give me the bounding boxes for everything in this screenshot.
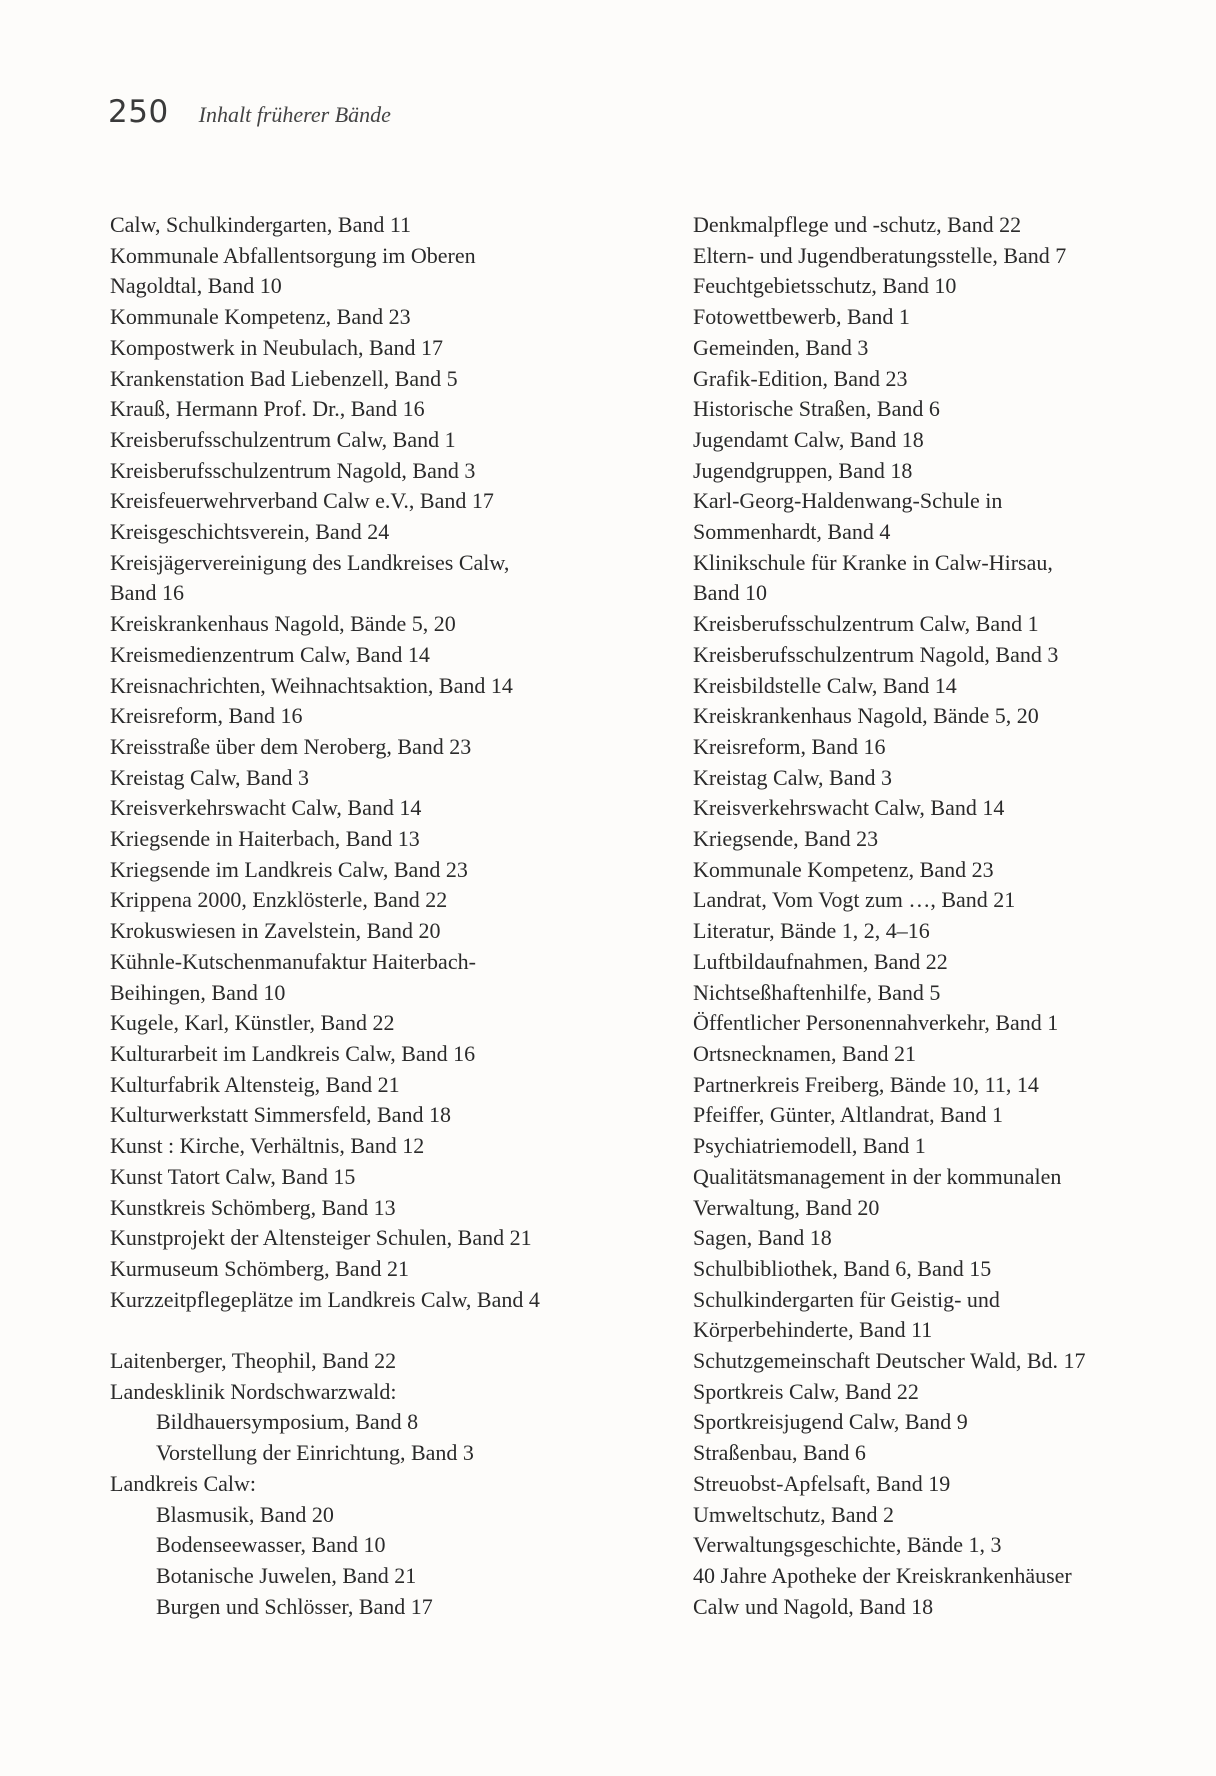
index-entry: Kreistag Calw, Band 3 bbox=[693, 764, 892, 790]
index-entry: Landrat, Vom Vogt zum …, Band 21 bbox=[693, 887, 1016, 913]
index-entry: Kreisfeuerwehrverband Calw e.V., Band 17 bbox=[110, 488, 494, 514]
index-entry: Ortsnecknamen, Band 21 bbox=[693, 1040, 916, 1066]
index-entry: Kreiskrankenhaus Nagold, Bände 5, 20 bbox=[693, 703, 1039, 729]
index-entry: Kreiskrankenhaus Nagold, Bände 5, 20 bbox=[110, 611, 456, 637]
index-entry: Kreisberufsschulzentrum Nagold, Band 3 bbox=[110, 457, 476, 483]
index-entry: Kreisreform, Band 16 bbox=[110, 703, 303, 729]
index-entry: Blasmusik, Band 20 bbox=[156, 1501, 334, 1527]
index-entry: Sagen, Band 18 bbox=[693, 1225, 832, 1251]
index-entry: Kreisverkehrswacht Calw, Band 14 bbox=[693, 795, 1005, 821]
index-entry: Kreisberufsschulzentrum Calw, Band 1 bbox=[110, 426, 456, 452]
index-entry: Sportkreisjugend Calw, Band 9 bbox=[693, 1409, 968, 1435]
index-entry: Kurmuseum Schömberg, Band 21 bbox=[110, 1255, 410, 1281]
index-entry: Kommunale Kompetenz, Band 23 bbox=[693, 856, 994, 882]
index-entry: Burgen und Schlösser, Band 17 bbox=[156, 1593, 433, 1619]
right-section bbox=[693, 210, 1193, 1622]
index-entry: 40 Jahre Apotheke der Kreiskrankenhäuser bbox=[693, 1562, 1072, 1588]
index-entry: Historische Straßen, Band 6 bbox=[693, 396, 940, 422]
index-entry: Kreisgeschichtsverein, Band 24 bbox=[110, 519, 390, 545]
index-entry: Kunst : Kirche, Verhältnis, Band 12 bbox=[110, 1133, 425, 1159]
index-entry: Grafik-Edition, Band 23 bbox=[693, 365, 908, 391]
index-entry: Kompostwerk in Neubulach, Band 17 bbox=[110, 334, 443, 360]
index-entry: Schutzgemeinschaft Deutscher Wald, Bd. 17 bbox=[693, 1348, 1086, 1374]
index-entry: Kulturfabrik Altensteig, Band 21 bbox=[110, 1071, 400, 1097]
index-column-left bbox=[110, 210, 610, 1622]
index-entry: Calw und Nagold, Band 18 bbox=[693, 1593, 934, 1619]
index-entry: Kunstkreis Schömberg, Band 13 bbox=[110, 1194, 396, 1220]
index-entry: Kriegsende im Landkreis Calw, Band 23 bbox=[110, 856, 468, 882]
index-entry: Partnerkreis Freiberg, Bände 10, 11, 14 bbox=[693, 1071, 1039, 1097]
index-entry: Kreisnachrichten, Weihnachtsaktion, Band 14 bbox=[110, 672, 513, 698]
index-entry: Fotowettbewerb, Band 1 bbox=[693, 304, 910, 330]
index-entry: Gemeinden, Band 3 bbox=[693, 334, 869, 360]
index-entry: Band 10 bbox=[693, 580, 767, 606]
index-entry: Körperbehinderte, Band 11 bbox=[693, 1317, 933, 1343]
left-l-section bbox=[110, 1346, 610, 1622]
index-entry: Krauß, Hermann Prof. Dr., Band 16 bbox=[110, 396, 425, 422]
index-entry: Botanische Juwelen, Band 21 bbox=[156, 1562, 417, 1588]
index-entry: Qualitätsmanagement in der kommunalen bbox=[693, 1163, 1062, 1189]
index-entry: Vorstellung der Einrichtung, Band 3 bbox=[156, 1440, 474, 1466]
index-entry: Kreisberufsschulzentrum Nagold, Band 3 bbox=[693, 641, 1059, 667]
index-entry: Kulturarbeit im Landkreis Calw, Band 16 bbox=[110, 1040, 476, 1066]
index-entry: Streuobst-Apfelsaft, Band 19 bbox=[693, 1470, 951, 1496]
index-entry: Kreisbildstelle Calw, Band 14 bbox=[693, 672, 957, 698]
index-entry: Bildhauersymposium, Band 8 bbox=[156, 1409, 419, 1435]
index-entry: Kriegsende, Band 23 bbox=[693, 826, 879, 852]
index-entry: Bodenseewasser, Band 10 bbox=[156, 1532, 386, 1558]
index-entry: Schulkindergarten für Geistig- und bbox=[693, 1286, 1000, 1312]
index-entry: Krippena 2000, Enzklösterle, Band 22 bbox=[110, 887, 448, 913]
index-entry: Calw, Schulkindergarten, Band 11 bbox=[110, 212, 412, 237]
index-entry: Kunst Tatort Calw, Band 15 bbox=[110, 1163, 356, 1189]
index-entry: Schulbibliothek, Band 6, Band 15 bbox=[693, 1255, 992, 1281]
index-entry: Sommenhardt, Band 4 bbox=[693, 519, 891, 545]
index-entry: Kulturwerkstatt Simmersfeld, Band 18 bbox=[110, 1102, 451, 1128]
index-entry: Kreisstraße über dem Neroberg, Band 23 bbox=[110, 733, 472, 759]
index-entry: Kommunale Abfallentsorgung im Oberen bbox=[110, 242, 476, 268]
index-entry: Kurzzeitpflegeplätze im Landkreis Calw, Band 4 bbox=[110, 1286, 540, 1312]
index-entry: Jugendgruppen, Band 18 bbox=[693, 457, 913, 483]
index-entry: Sportkreis Calw, Band 22 bbox=[693, 1378, 919, 1404]
index-entry: Umweltschutz, Band 2 bbox=[693, 1501, 895, 1527]
index-entry: Klinikschule für Kranke in Calw-Hirsau, bbox=[693, 549, 1053, 575]
index-column-right bbox=[693, 210, 1193, 1622]
index-entry: Luftbildaufnahmen, Band 22 bbox=[693, 948, 948, 974]
index-entry: Literatur, Bände 1, 2, 4–16 bbox=[693, 918, 930, 944]
index-entry: Psychiatriemodell, Band 1 bbox=[693, 1133, 926, 1159]
page-header bbox=[108, 94, 391, 130]
index-entry: Landesklinik Nordschwarzwald: bbox=[110, 1378, 397, 1404]
index-entry: Verwaltungsgeschichte, Bände 1, 3 bbox=[693, 1532, 1002, 1558]
index-entry: Band 16 bbox=[110, 580, 184, 606]
index-entry: Karl-Georg-Haldenwang-Schule in bbox=[693, 488, 1003, 514]
index-entry: Kreisverkehrswacht Calw, Band 14 bbox=[110, 795, 422, 821]
index-entry: Kreismedienzentrum Calw, Band 14 bbox=[110, 641, 430, 667]
index-entry: Feuchtgebietsschutz, Band 10 bbox=[693, 273, 957, 299]
index-entry: Kunstprojekt der Altensteiger Schulen, Band 21 bbox=[110, 1225, 532, 1251]
index-entry: Kreisberufsschulzentrum Calw, Band 1 bbox=[693, 611, 1039, 637]
index-entry: Öffentlicher Personennahverkehr, Band 1 bbox=[693, 1010, 1059, 1036]
index-entry: Laitenberger, Theophil, Band 22 bbox=[110, 1348, 397, 1373]
index-entry: Eltern- und Jugendberatungsstelle, Band 7 bbox=[693, 242, 1067, 268]
index-entry: Kugele, Karl, Künstler, Band 22 bbox=[110, 1010, 395, 1036]
index-entry: Kreisreform, Band 16 bbox=[693, 733, 886, 759]
index-entry: Nichtseßhaftenhilfe, Band 5 bbox=[693, 979, 941, 1005]
index-entry: Nagoldtal, Band 10 bbox=[110, 273, 282, 299]
page-number: 250 bbox=[108, 94, 169, 130]
index-entry: Landkreis Calw: bbox=[110, 1470, 257, 1496]
index-entry: Kreistag Calw, Band 3 bbox=[110, 764, 309, 790]
index-entry: Denkmalpflege und -schutz, Band 22 bbox=[693, 212, 1022, 237]
index-entry: Kreisjägervereinigung des Landkreises Calw, bbox=[110, 549, 510, 575]
index-entry: Krankenstation Bad Liebenzell, Band 5 bbox=[110, 365, 458, 391]
running-head: Inhalt früherer Bände bbox=[198, 102, 391, 127]
index-entry: Beihingen, Band 10 bbox=[110, 979, 286, 1005]
index-entry: Kommunale Kompetenz, Band 23 bbox=[110, 304, 411, 330]
index-entry: Kriegsende in Haiterbach, Band 13 bbox=[110, 826, 420, 852]
index-entry: Krokuswiesen in Zavelstein, Band 20 bbox=[110, 918, 441, 944]
index-entry: Pfeiffer, Günter, Altlandrat, Band 1 bbox=[693, 1102, 1004, 1128]
index-entry: Jugendamt Calw, Band 18 bbox=[693, 426, 924, 452]
index-entry: Straßenbau, Band 6 bbox=[693, 1440, 866, 1466]
index-entry: Verwaltung, Band 20 bbox=[693, 1194, 880, 1220]
left-k-section bbox=[110, 210, 610, 1315]
index-entry: Kühnle-Kutschenmanufaktur Haiterbach- bbox=[110, 948, 476, 974]
